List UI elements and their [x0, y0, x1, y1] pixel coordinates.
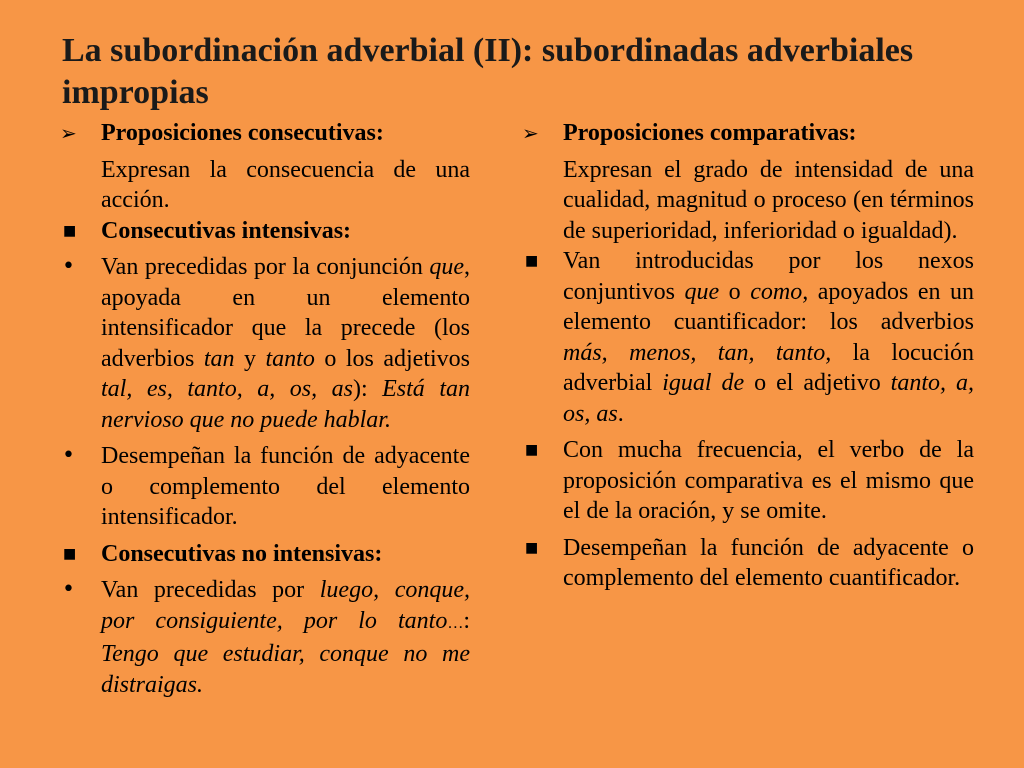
- comparativas-bullet-2: ■ Con mucha frecuencia, el verbo de la proposición comparativa es el mismo que el de la oración, y se omite.: [525, 437, 974, 524]
- square-bullet-icon: ■: [63, 222, 77, 239]
- intensivas-bullet-1: • Van precedidas por la conjunción que, apoyada en un elemento intensificador que la precede (los adverbios tan y tanto o los adjetivos tal, es, tanto, a, os, as): Está tan nervioso que no puede hablar.: [62, 254, 471, 433]
- consecutivas-intro: Expresan la consecuencia de una acción.: [101, 156, 470, 213]
- square-bullet-icon: ■: [63, 545, 77, 562]
- no-intensivas-bullet-1: • Van precedidas por luego, conque, por consiguiente, por lo tanto…: Tengo que estudiar, conque no me distraigas.: [62, 577, 470, 698]
- comparativas-heading: ➢ Proposiciones comparativas:: [522, 118, 974, 149]
- intensivas-bullet-2: • Desempeñan la función de adyacente o complemento del elemento intensificador.: [62, 443, 470, 530]
- round-bullet-icon: •: [62, 443, 75, 468]
- intensivas-heading: ■ Consecutivas intensivas:: [60, 216, 470, 247]
- arrow-bullet-icon: ➢: [522, 121, 539, 145]
- consecutivas-heading: ➢ Proposiciones consecutivas:: [60, 118, 470, 149]
- square-bullet-icon: ■: [525, 253, 539, 269]
- comparativas-bullet-3: ■ Desempeñan la función de adyacente o complemento del elemento cuantificador.: [525, 534, 974, 591]
- right-column: [522, 118, 974, 594]
- square-bullet-icon: ■: [525, 442, 539, 458]
- comparativas-intro: Expresan el grado de intensidad de una cualidad, magnitud o proceso (en términos de superioridad, inferioridad o igualdad).: [563, 156, 974, 244]
- arrow-bullet-icon: ➢: [60, 121, 77, 145]
- square-bullet-icon: ■: [525, 539, 539, 556]
- comparativas-bullet-1: ■ Van introducidas por los nexos conjuntivos que o como, apoyados en un elemento cuantificador: los adverbios más, menos, tan, tanto, la locución adverbial igual de o el adjetivo tanto, a, os, as.: [525, 248, 975, 427]
- left-column: [60, 118, 470, 700]
- no-intensivas-heading: ■ Consecutivas no intensivas:: [60, 539, 470, 570]
- round-bullet-icon: •: [62, 577, 75, 602]
- slide-title: La subordinación adverbial (II): subordinadas adverbiales impropias: [62, 32, 914, 111]
- round-bullet-icon: •: [62, 254, 75, 279]
